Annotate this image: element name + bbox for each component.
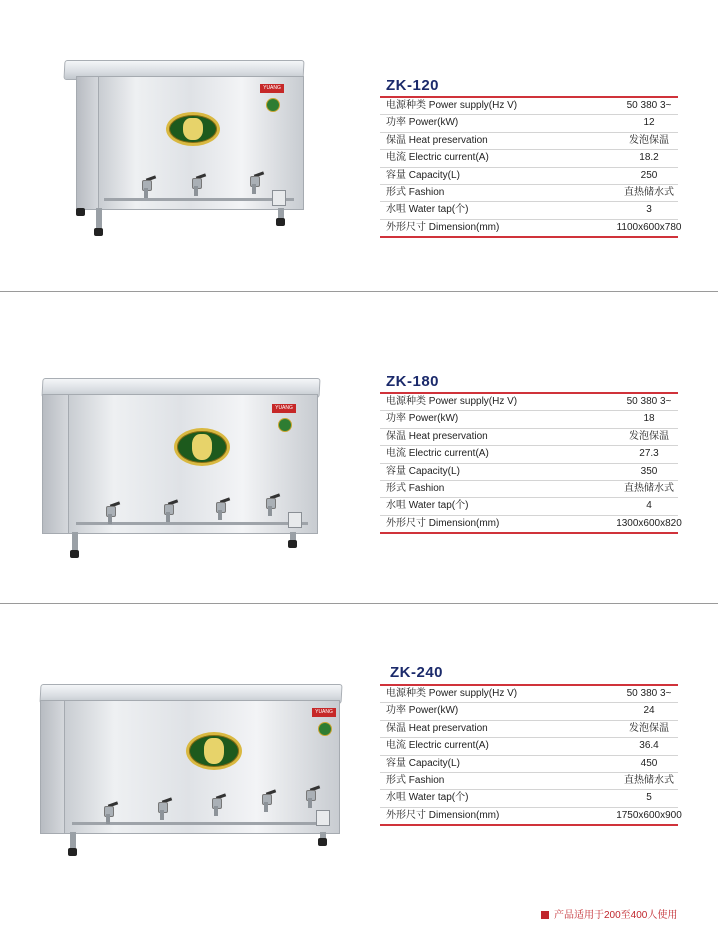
red-square-bullet-icon bbox=[541, 911, 549, 919]
leg bbox=[96, 208, 102, 228]
spec-value: 27.3 bbox=[639, 448, 659, 460]
certification-sticker bbox=[278, 418, 292, 432]
spec-row bbox=[380, 185, 678, 202]
control-panel bbox=[272, 190, 286, 206]
spec-row bbox=[380, 481, 678, 498]
spec-label: 外形尺寸 Dimension(mm) bbox=[386, 517, 500, 529]
brand-logo: YUANG bbox=[272, 404, 296, 413]
spec-label: 功率 Power(kW) bbox=[386, 117, 459, 129]
spec-row bbox=[380, 446, 678, 463]
caster-wheel bbox=[76, 208, 85, 216]
spec-row bbox=[380, 738, 678, 755]
water-tap-icon bbox=[102, 506, 118, 528]
spec-value: 发泡保温 bbox=[629, 430, 669, 442]
spec-table bbox=[380, 98, 682, 238]
caster-wheel bbox=[94, 228, 103, 236]
water-tap-icon bbox=[246, 176, 262, 198]
water-tap-icon bbox=[262, 498, 278, 520]
spec-value: 发泡保温 bbox=[629, 722, 669, 734]
product-section-zk-180 bbox=[0, 292, 718, 602]
caster-wheel bbox=[288, 540, 297, 548]
spec-row bbox=[380, 721, 678, 738]
spec-value: 250 bbox=[640, 169, 658, 181]
spec-label: 功率 Power(kW) bbox=[386, 705, 459, 717]
caster-wheel bbox=[70, 550, 79, 558]
control-panel bbox=[288, 512, 302, 528]
spec-row bbox=[380, 516, 682, 534]
spec-value: 18 bbox=[643, 413, 655, 425]
spec-label: 外形尺寸 Dimension(mm) bbox=[386, 809, 500, 821]
spec-label: 电源种类 Power supply(Hz V) bbox=[386, 100, 518, 111]
spec-value: 1300x600x820 bbox=[616, 517, 682, 529]
boiler-side bbox=[76, 76, 100, 210]
water-boiler-image bbox=[36, 682, 348, 867]
spec-label: 形式 Fashion bbox=[386, 186, 445, 198]
spec-label: 水咀 Water tap(个) bbox=[386, 204, 469, 216]
spec-row bbox=[380, 98, 678, 115]
water-tap-icon bbox=[160, 504, 176, 526]
spec-label: 形式 Fashion bbox=[386, 774, 445, 786]
spec-label: 水咀 Water tap(个) bbox=[386, 792, 469, 804]
spec-row bbox=[380, 150, 678, 167]
spec-value: 18.2 bbox=[639, 152, 659, 164]
model-title: ZK-240 bbox=[390, 664, 444, 681]
brand-emblem bbox=[174, 428, 230, 466]
spec-row bbox=[380, 790, 678, 807]
caster-wheel bbox=[318, 838, 327, 846]
certification-sticker bbox=[318, 722, 332, 736]
spec-value: 450 bbox=[640, 757, 658, 769]
product-section-zk-120 bbox=[0, 0, 718, 290]
spec-row bbox=[380, 773, 678, 790]
boiler-side bbox=[42, 394, 70, 534]
usage-footnote bbox=[541, 906, 677, 921]
footnote-text: 产品适用于200至400人使用 bbox=[554, 910, 678, 921]
water-tap-icon bbox=[208, 798, 224, 820]
spec-label: 电流 Electric current(A) bbox=[386, 740, 489, 752]
spec-row bbox=[380, 202, 678, 219]
spec-value: 12 bbox=[643, 117, 655, 129]
spec-table bbox=[380, 686, 682, 826]
spec-label: 形式 Fashion bbox=[386, 482, 445, 494]
leg bbox=[72, 532, 78, 550]
spec-label: 电流 Electric current(A) bbox=[386, 448, 489, 460]
water-boiler-image bbox=[36, 376, 326, 566]
spec-value: 1750x600x900 bbox=[616, 809, 682, 821]
water-tap-icon bbox=[212, 502, 228, 524]
caster-wheel bbox=[68, 848, 77, 856]
spec-label: 电源种类 Power supply(Hz V) bbox=[386, 396, 518, 407]
brand-logo: YUANG bbox=[312, 708, 336, 717]
water-tap-icon bbox=[138, 180, 154, 202]
spec-value: 50 380 3~ bbox=[626, 688, 672, 699]
spec-label: 功率 Power(kW) bbox=[386, 413, 459, 425]
spec-row bbox=[380, 394, 678, 411]
spec-row bbox=[380, 686, 678, 703]
spec-label: 外形尺寸 Dimension(mm) bbox=[386, 221, 500, 233]
spec-row bbox=[380, 133, 678, 150]
model-title: ZK-180 bbox=[386, 373, 440, 390]
spec-row bbox=[380, 498, 678, 515]
leg bbox=[70, 832, 76, 848]
spec-label: 电源种类 Power supply(Hz V) bbox=[386, 688, 518, 699]
spec-label: 保温 Heat preservation bbox=[386, 134, 488, 146]
spec-value: 50 380 3~ bbox=[626, 396, 672, 407]
spec-row bbox=[380, 220, 682, 238]
caster-wheel bbox=[276, 218, 285, 226]
spec-value: 1100x600x780 bbox=[616, 221, 682, 233]
spec-label: 容量 Capacity(L) bbox=[386, 757, 460, 769]
brand-logo: YUANG bbox=[260, 84, 284, 93]
spec-label: 容量 Capacity(L) bbox=[386, 169, 460, 181]
spec-value: 4 bbox=[646, 500, 652, 512]
spec-label: 电流 Electric current(A) bbox=[386, 152, 489, 164]
water-boiler-image bbox=[60, 58, 310, 248]
spec-label: 水咀 Water tap(个) bbox=[386, 500, 469, 512]
spec-value: 350 bbox=[640, 465, 658, 477]
control-panel bbox=[316, 810, 330, 826]
product-section-zk-240 bbox=[0, 604, 718, 904]
boiler-side bbox=[40, 700, 66, 834]
spec-value: 36.4 bbox=[639, 740, 659, 752]
water-tap-icon bbox=[258, 794, 274, 816]
spec-row bbox=[380, 115, 678, 132]
spec-value: 24 bbox=[643, 705, 655, 717]
certification-sticker bbox=[266, 98, 280, 112]
spec-value: 直热储水式 bbox=[624, 186, 674, 198]
spec-label: 保温 Heat preservation bbox=[386, 722, 488, 734]
water-tap-icon bbox=[100, 806, 116, 828]
spec-label: 容量 Capacity(L) bbox=[386, 465, 460, 477]
spec-row bbox=[380, 168, 678, 185]
spec-row bbox=[380, 429, 678, 446]
spec-row bbox=[380, 464, 678, 481]
spec-value: 5 bbox=[646, 792, 652, 804]
water-tap-icon bbox=[302, 790, 318, 812]
spec-label: 保温 Heat preservation bbox=[386, 430, 488, 442]
water-tap-icon bbox=[154, 802, 170, 824]
brand-emblem bbox=[186, 732, 242, 770]
spec-row bbox=[380, 756, 678, 773]
spec-value: 3 bbox=[646, 204, 652, 216]
spec-value: 50 380 3~ bbox=[626, 100, 672, 111]
spec-value: 发泡保温 bbox=[629, 134, 669, 146]
spec-row bbox=[380, 808, 682, 826]
model-title: ZK-120 bbox=[386, 77, 440, 94]
spec-value: 直热储水式 bbox=[624, 482, 674, 494]
spec-row bbox=[380, 411, 678, 428]
spec-table bbox=[380, 394, 682, 534]
brand-emblem bbox=[166, 112, 220, 146]
spec-value: 直热储水式 bbox=[624, 774, 674, 786]
water-tap-icon bbox=[188, 178, 204, 200]
spec-row bbox=[380, 703, 678, 720]
